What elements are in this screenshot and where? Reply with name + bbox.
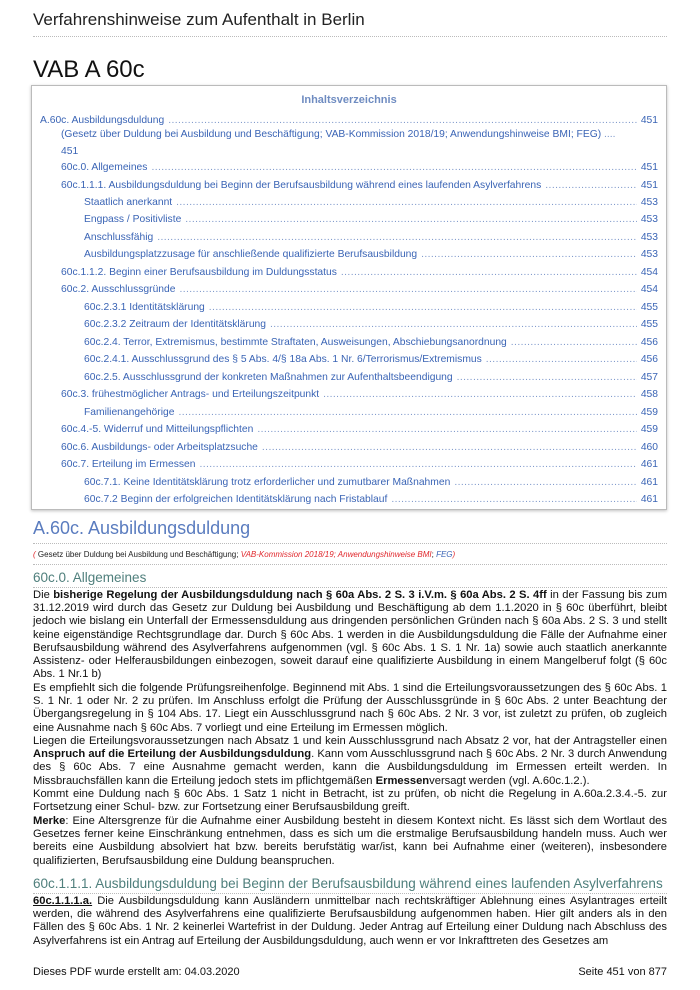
toc-entry[interactable]	[84, 493, 658, 506]
sources-close-paren: )	[452, 550, 456, 559]
toc-dot-leader	[178, 406, 636, 419]
table-of-contents	[31, 85, 667, 510]
text-run: versagt werden (vgl. A.60c.1.2.).	[429, 774, 590, 787]
text-run: Die	[33, 589, 54, 601]
toc-dot-leader	[176, 196, 637, 209]
toc-entry-page: 455	[640, 319, 658, 330]
toc-entry-page: 460	[640, 442, 658, 453]
sources-feg-link[interactable]: FEG	[436, 550, 453, 559]
toc-entry[interactable]	[84, 476, 658, 489]
toc-entry[interactable]	[84, 231, 658, 244]
toc-entry-label: A.60c. Ausbildungsduldung	[40, 115, 165, 126]
text-bold-run: Anspruch auf die Erteilung der Ausbildungsduldung	[33, 748, 312, 761]
toc-entry-page: 455	[640, 302, 658, 313]
toc-entry-page: 458	[640, 389, 658, 400]
toc-entry-label: Staatlich anerkannt	[84, 197, 173, 208]
toc-entry-label: 60c.7. Erteilung im Ermessen	[61, 459, 196, 470]
toc-entry-label: 60c.0. Allgemeines	[61, 162, 148, 173]
toc-dot-leader	[179, 283, 636, 296]
toc-entry[interactable]	[61, 458, 658, 471]
sources-law: Gesetz über Duldung bei Ausbildung und Beschäftigung;	[35, 550, 241, 559]
toc-entry-page: 457	[640, 372, 658, 383]
toc-entry[interactable]	[84, 248, 658, 261]
sources-rule	[33, 564, 667, 565]
toc-entry[interactable]	[61, 441, 658, 454]
toc-entry-page: 451	[61, 146, 79, 157]
text-run: in der Fassung bis zum 31.12.2019 wird durch das Gesetz zur Duldung bei Ausbildung und Beschäftigung ab dem 1.1.2020 in § 60c überführt, bleibt jedoch wie bislang ein Unterfall der Ermessensduldung aus dringenden persönlichen Gründen nach § 60a Abs. 2 S. 3 und stellt keine eigenständige Rechtsgrundlage dar. Durch § 60c Abs. 1 werden in die Ausbildungsduldung die Fälle der Aufnahme einer Berufsausbildung während des Asylverfahrens aufgenommen (vgl. § 60c Abs. 1 S. 1 Nr. 1a) sowie auch staatlich anerkannte Assistenz- oder Helferausbildungen einbezogen, soweit darauf eine qualifizierte Ausbildung in einem Mangelberuf folgt (§ 60c Abs. 1 Nr.1 b)	[33, 589, 668, 681]
paragraph-allgemeines-3	[33, 735, 667, 788]
toc-entry[interactable]	[61, 423, 658, 436]
toc-entry-label: 60c.4.-5. Widerruf und Mitteilungspflichten	[61, 424, 254, 435]
toc-entry-label: 60c.1.1.2. Beginn einer Berufsausbildung im Duldungsstatus	[61, 267, 337, 278]
toc-entry-page: 461	[640, 494, 658, 505]
toc-entry-page: 453	[640, 249, 658, 260]
text-bold-run: Merke	[33, 815, 66, 827]
toc-entry-label: 60c.2.3.2 Zeitraum der Identitätsklärung	[84, 319, 267, 330]
toc-entry-label: 60c.2.3.1 Identitätsklärung	[84, 302, 205, 313]
toc-entry[interactable]	[84, 301, 658, 314]
toc-dot-leader	[391, 493, 636, 506]
toc-entry-page: 453	[640, 214, 658, 225]
toc-dot-leader	[151, 161, 636, 174]
toc-entry-label: (Gesetz über Duldung bei Ausbildung und Beschäftigung; VAB-Kommission 2018/19; Anwendungshinweise BMI; FEG)	[61, 129, 602, 140]
toc-dot-leader	[257, 423, 637, 436]
text-bold-run: Ermessen	[375, 774, 430, 787]
sources-open-paren: (	[33, 550, 36, 559]
paragraph-reference: 60c.1.1.1.a.	[33, 895, 93, 907]
toc-title: Inhaltsverzeichnis	[301, 94, 397, 106]
section-heading-111: 60c.1.1.1. Ausbildungsduldung bei Beginn der Berufsausbildung während eines laufenden Asylverfahrens	[33, 876, 663, 891]
toc-entry-page: 459	[640, 407, 658, 418]
toc-entry-label: Familienangehörige	[84, 407, 175, 418]
toc-entry-label: 60c.2.5. Ausschlussgrund der konkreten Maßnahmen zur Aufenthaltsbeendigung	[84, 372, 453, 383]
toc-dot-leader	[486, 353, 637, 366]
paragraph-allgemeines-4: Kommt eine Duldung nach § 60c Abs. 1 Satz 1 nicht in Betracht, ist zu prüfen, ob nicht die Regelung in A.60a.2.3.4.-5. zur Fortsetzung einer Schul- bzw. zur Fortsetzung einer Berufsausbildung greift.	[33, 788, 667, 814]
text-run: Liegen die Erteilungsvoraussetzungen nach Absatz 1 und kein Ausschlussgrund nach Absatz 2 vor, hat der Antragsteller einen	[33, 735, 667, 747]
toc-entry-label: Anschlussfähig	[84, 232, 154, 243]
toc-dot-leader	[457, 371, 637, 384]
toc-entry-label: 60c.3. frühestmöglicher Antrags- und Erteilungszeitpunkt	[61, 389, 320, 400]
footer-page-number: Seite 451 von 877	[578, 966, 667, 978]
toc-entry[interactable]	[61, 283, 658, 296]
running-title: Verfahrenshinweise zum Aufenthalt in Berlin	[33, 10, 365, 29]
toc-dot-leader	[262, 441, 637, 454]
toc-dot-leader	[341, 266, 637, 279]
toc-entry-page: 451	[640, 180, 658, 191]
toc-entry-label: 60c.6. Ausbildungs- oder Arbeitsplatzsuche	[61, 442, 258, 453]
toc-entry-label: 60c.2. Ausschlussgründe	[61, 284, 176, 295]
toc-dot-leader	[157, 231, 637, 244]
toc-entry[interactable]	[84, 318, 658, 331]
toc-entry-label: Engpass / Positivliste	[84, 214, 182, 225]
toc-entry[interactable]	[84, 213, 658, 226]
toc-entry[interactable]	[84, 336, 658, 349]
toc-entry-label: 60c.7.2 Beginn der erfolgreichen Identitätsklärung nach Fristablauf	[84, 494, 388, 505]
header-rule	[33, 36, 667, 37]
sources-separator: ;	[431, 550, 437, 559]
toc-entry-page: 454	[640, 284, 658, 295]
text-bold-run: bisherige Regelung der Ausbildungsduldung nach § 60a Abs. 2 S. 3 i.V.m. § 60a Abs. 2 S. 4ff	[53, 589, 547, 601]
toc-entry-page: 454	[640, 267, 658, 278]
document-title: VAB A 60c	[33, 56, 145, 83]
toc-dot-leader	[209, 301, 637, 314]
section-sources	[33, 550, 455, 559]
toc-entry-label: Ausbildungsplatzzusage für anschließende qualifizierte Berufsausbildung	[84, 249, 418, 260]
toc-dot-leader	[545, 179, 637, 192]
toc-entry-page: 451	[640, 162, 658, 173]
toc-dot-leader	[185, 213, 637, 226]
toc-entry[interactable]	[61, 266, 658, 279]
text-run: . Kann vom Ausschlussgrund nach § 60c Abs. 2 Nr. 3 durch Anwendung des § 60c Abs. 7 eine Ausnahme gemacht werden, kann die Ausbildungsduldung im Ermessen erteilt werden. In Missbrauchsfällen kann die Erteilung jedoch stets im pflichtgemäßen	[33, 748, 667, 787]
toc-entry[interactable]	[84, 406, 658, 419]
toc-dot-leader	[511, 336, 637, 349]
toc-entry[interactable]	[61, 179, 658, 192]
toc-entry[interactable]	[84, 196, 658, 209]
section-rule	[33, 543, 667, 544]
toc-dot-leader	[323, 388, 637, 401]
text-run: Die Ausbildungsduldung kann Ausländern unmittelbar nach rechtskräftiger Ablehnung eines Asylantrages erteilt werden, die während des Asylverfahrens eine qualifizierte Berufsausbildung aufgenommen haben. Hier gilt anders als in den Fällen des § 60c Abs. 1 Nr. 2 keinerlei Wartefrist in der Duldung. Jeder Antrag auf Erteilung einer Duldung nach Abschluss des Asylverfahrens ist ein Antrag auf Erteilung der Ausbildungsduldung, auch wenn er vor Inkrafttreten des Gesetzes am	[33, 895, 667, 947]
paragraph-merke	[33, 815, 667, 868]
toc-dot-leader	[421, 248, 637, 261]
toc-entry-page: 456	[640, 337, 658, 348]
toc-entry-label: 60c.1.1.1. Ausbildungsduldung bei Beginn der Berufsausbildung während eines laufenden Asylverfahrens	[61, 180, 542, 191]
toc-entry-label: 60c.7.1. Keine Identitätsklärung trotz erforderlicher und zumutbarer Maßnahmen	[84, 477, 451, 488]
section-heading-allgemeines: 60c.0. Allgemeines	[33, 570, 147, 585]
sources-commission-link[interactable]: VAB-Kommission 2018/19; Anwendungshinweise BMI	[240, 550, 432, 559]
toc-entry-page: 459	[640, 424, 658, 435]
toc-entry-page: 461	[640, 477, 658, 488]
toc-entry-label: 60c.2.4. Terror, Extremismus, bestimmte Straftaten, Ausweisungen, Abschiebungsanordnung	[84, 337, 507, 348]
subsection-rule	[33, 893, 667, 894]
subsection-rule	[33, 587, 667, 588]
toc-entry-page: 453	[640, 232, 658, 243]
toc-entry-page: 451	[640, 115, 658, 126]
paragraph-allgemeines-1	[33, 589, 667, 681]
text-run: : Eine Altersgrenze für die Aufnahme einer Ausbildung besteht in diesem Kontext nicht. Es lässt sich dem Wortlaut des Gesetzes ferner keine Einschränkung entnehmen, dass es sich um die erstmalige Berufsausbildung handeln muss. Auch wer bereits eine Ausbildung absolviert hat bzw. bereits berufstätig war/ist, kann bei Aufnahme einer (weiteren), insbesondere qualifizierten, Berufsausbildung eine Duldung beanspruchen.	[33, 815, 667, 867]
toc-entry[interactable]	[61, 161, 658, 174]
toc-entry-page: 461	[640, 459, 658, 470]
section-heading-ausbildungsduldung: A.60c. Ausbildungsduldung	[33, 518, 251, 538]
toc-dot-leader	[270, 318, 637, 331]
toc-entry-law-sources[interactable]	[61, 126, 661, 160]
toc-dot-leader	[454, 476, 637, 489]
toc-entry-page: 453	[640, 197, 658, 208]
toc-entry-label: 60c.2.4.1. Ausschlussgrund des § 5 Abs. 4/§ 18a Abs. 1 Nr. 6/Terrorismus/Extremismus	[84, 354, 482, 365]
toc-entry-page: 456	[640, 354, 658, 365]
footer-created-date: Dieses PDF wurde erstellt am: 04.03.2020	[33, 966, 240, 978]
toc-entry[interactable]	[84, 353, 658, 366]
page-footer	[33, 966, 667, 978]
toc-dot-leader	[200, 458, 637, 471]
paragraph-111a	[33, 895, 667, 948]
toc-entry[interactable]	[84, 371, 658, 384]
paragraph-allgemeines-2: Es empfiehlt sich die folgende Prüfungsreihenfolge. Beginnend mit Abs. 1 sind die Erteilungsvoraussetzungen des § 60c Abs. 1 S. 1 Nr. 1 oder Nr. 2 zu prüfen. Im Anschluss erfolgt die Prüfung der Ausschlussgründe in § 60c Abs. 2 unter Beachtung der Übergangsregelung in § 104 Abs. 17. Liegt ein Ausschlussgrund nach § 60c Abs. 2 Nr. 3 vor, ist zuletzt zu prüfen, ob zugleich eine Ausnahme nach § 60c Abs. 7 vorliegt und eine Erteilung im Ermessen möglich.	[33, 682, 667, 734]
toc-entry[interactable]	[61, 388, 658, 401]
toc-dot-leader: ....	[604, 129, 616, 140]
